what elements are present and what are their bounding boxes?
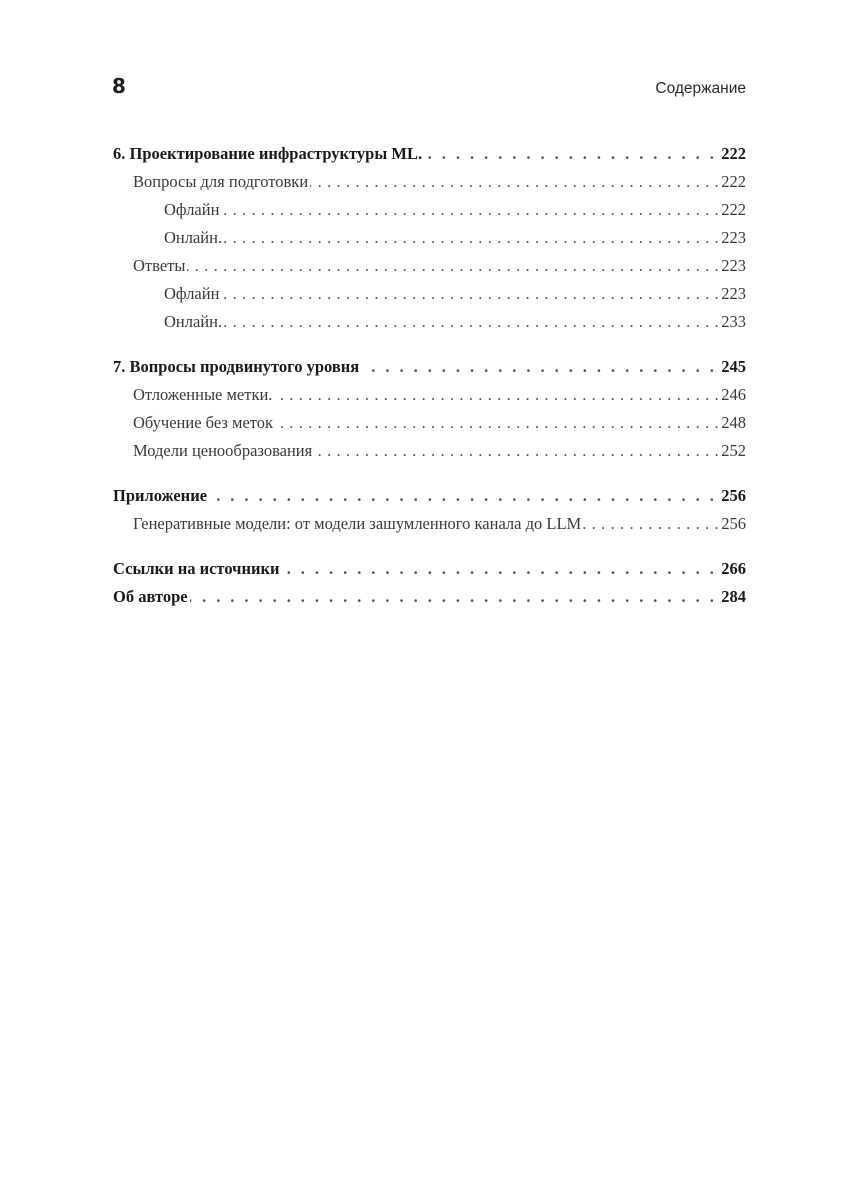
toc-section-entry[interactable] xyxy=(113,510,746,538)
toc-group-backmatter xyxy=(113,555,746,611)
entry-page-number: 222 xyxy=(721,144,746,163)
dot-leader xyxy=(187,252,719,280)
entry-title: Генеративные модели: от модели зашумленного канала до LLM xyxy=(133,514,582,533)
dot-leader xyxy=(221,196,719,224)
toc-section-entry[interactable] xyxy=(113,437,746,465)
toc-section-entry[interactable] xyxy=(113,409,746,437)
entry-page-number: 222 xyxy=(721,172,746,191)
entry-page-number: 256 xyxy=(721,486,746,505)
toc-chapter-entry[interactable] xyxy=(113,140,746,168)
dot-leader xyxy=(190,583,714,611)
dot-leader xyxy=(424,140,713,168)
dot-leader xyxy=(314,437,719,465)
entry-title: Об авторе xyxy=(113,587,188,606)
toc-section-entry[interactable] xyxy=(113,381,746,409)
toc-subsection-entry[interactable] xyxy=(113,196,746,224)
entry-page-number: 246 xyxy=(721,385,746,404)
dot-leader xyxy=(274,381,719,409)
dot-leader xyxy=(221,280,719,308)
toc-group-appendix xyxy=(113,482,746,538)
entry-page-number: 233 xyxy=(721,312,746,331)
toc-chapter-entry[interactable] xyxy=(113,583,746,611)
dot-leader xyxy=(224,224,719,252)
entry-page-number: 252 xyxy=(721,441,746,460)
dot-leader xyxy=(281,555,713,583)
entry-title: 6. Проектирование инфраструктуры ML. xyxy=(113,144,423,163)
entry-page-number: 223 xyxy=(721,256,746,275)
entry-title: Приложение xyxy=(113,486,208,505)
entry-page-number: 222 xyxy=(721,200,746,219)
entry-title: Обучение без меток xyxy=(133,413,274,432)
entry-title: Онлайн. xyxy=(164,228,223,247)
toc-chapter-entry[interactable] xyxy=(113,353,746,381)
dot-leader xyxy=(310,168,719,196)
toc-subsection-entry[interactable] xyxy=(113,224,746,252)
entry-page-number: 245 xyxy=(721,357,746,376)
entry-title: Вопросы для подготовки xyxy=(133,172,309,191)
dot-leader xyxy=(275,409,719,437)
entry-title: Офлайн xyxy=(164,200,220,219)
entry-page-number: 223 xyxy=(721,284,746,303)
dot-leader xyxy=(224,308,719,336)
page-number: 8 xyxy=(112,74,126,98)
entry-page-number: 256 xyxy=(721,514,746,533)
toc-chapter-entry[interactable] xyxy=(113,555,746,583)
entry-title: Офлайн xyxy=(164,284,220,303)
entry-title: Модели ценообразования xyxy=(133,441,313,460)
dot-leader xyxy=(583,510,719,538)
toc-section-entry[interactable] xyxy=(113,252,746,280)
dot-leader xyxy=(209,482,713,510)
entry-page-number: 284 xyxy=(721,587,746,606)
entry-page-number: 248 xyxy=(721,413,746,432)
running-head: Содержание xyxy=(655,80,746,97)
entry-title: Онлайн. xyxy=(164,312,223,331)
toc-section-entry[interactable] xyxy=(113,168,746,196)
toc-subsection-entry[interactable] xyxy=(113,308,746,336)
dot-leader xyxy=(361,353,713,381)
toc-group-chapter-6 xyxy=(113,140,746,336)
table-of-contents xyxy=(113,140,746,628)
toc-group-chapter-7 xyxy=(113,353,746,465)
entry-page-number: 223 xyxy=(721,228,746,247)
entry-title: 7. Вопросы продвинутого уровня xyxy=(113,357,360,376)
entry-title: Отложенные метки. xyxy=(133,385,273,404)
entry-title: Ссылки на источники xyxy=(113,559,280,578)
toc-chapter-entry[interactable] xyxy=(113,482,746,510)
toc-subsection-entry[interactable] xyxy=(113,280,746,308)
entry-title: Ответы xyxy=(133,256,186,275)
entry-page-number: 266 xyxy=(721,559,746,578)
